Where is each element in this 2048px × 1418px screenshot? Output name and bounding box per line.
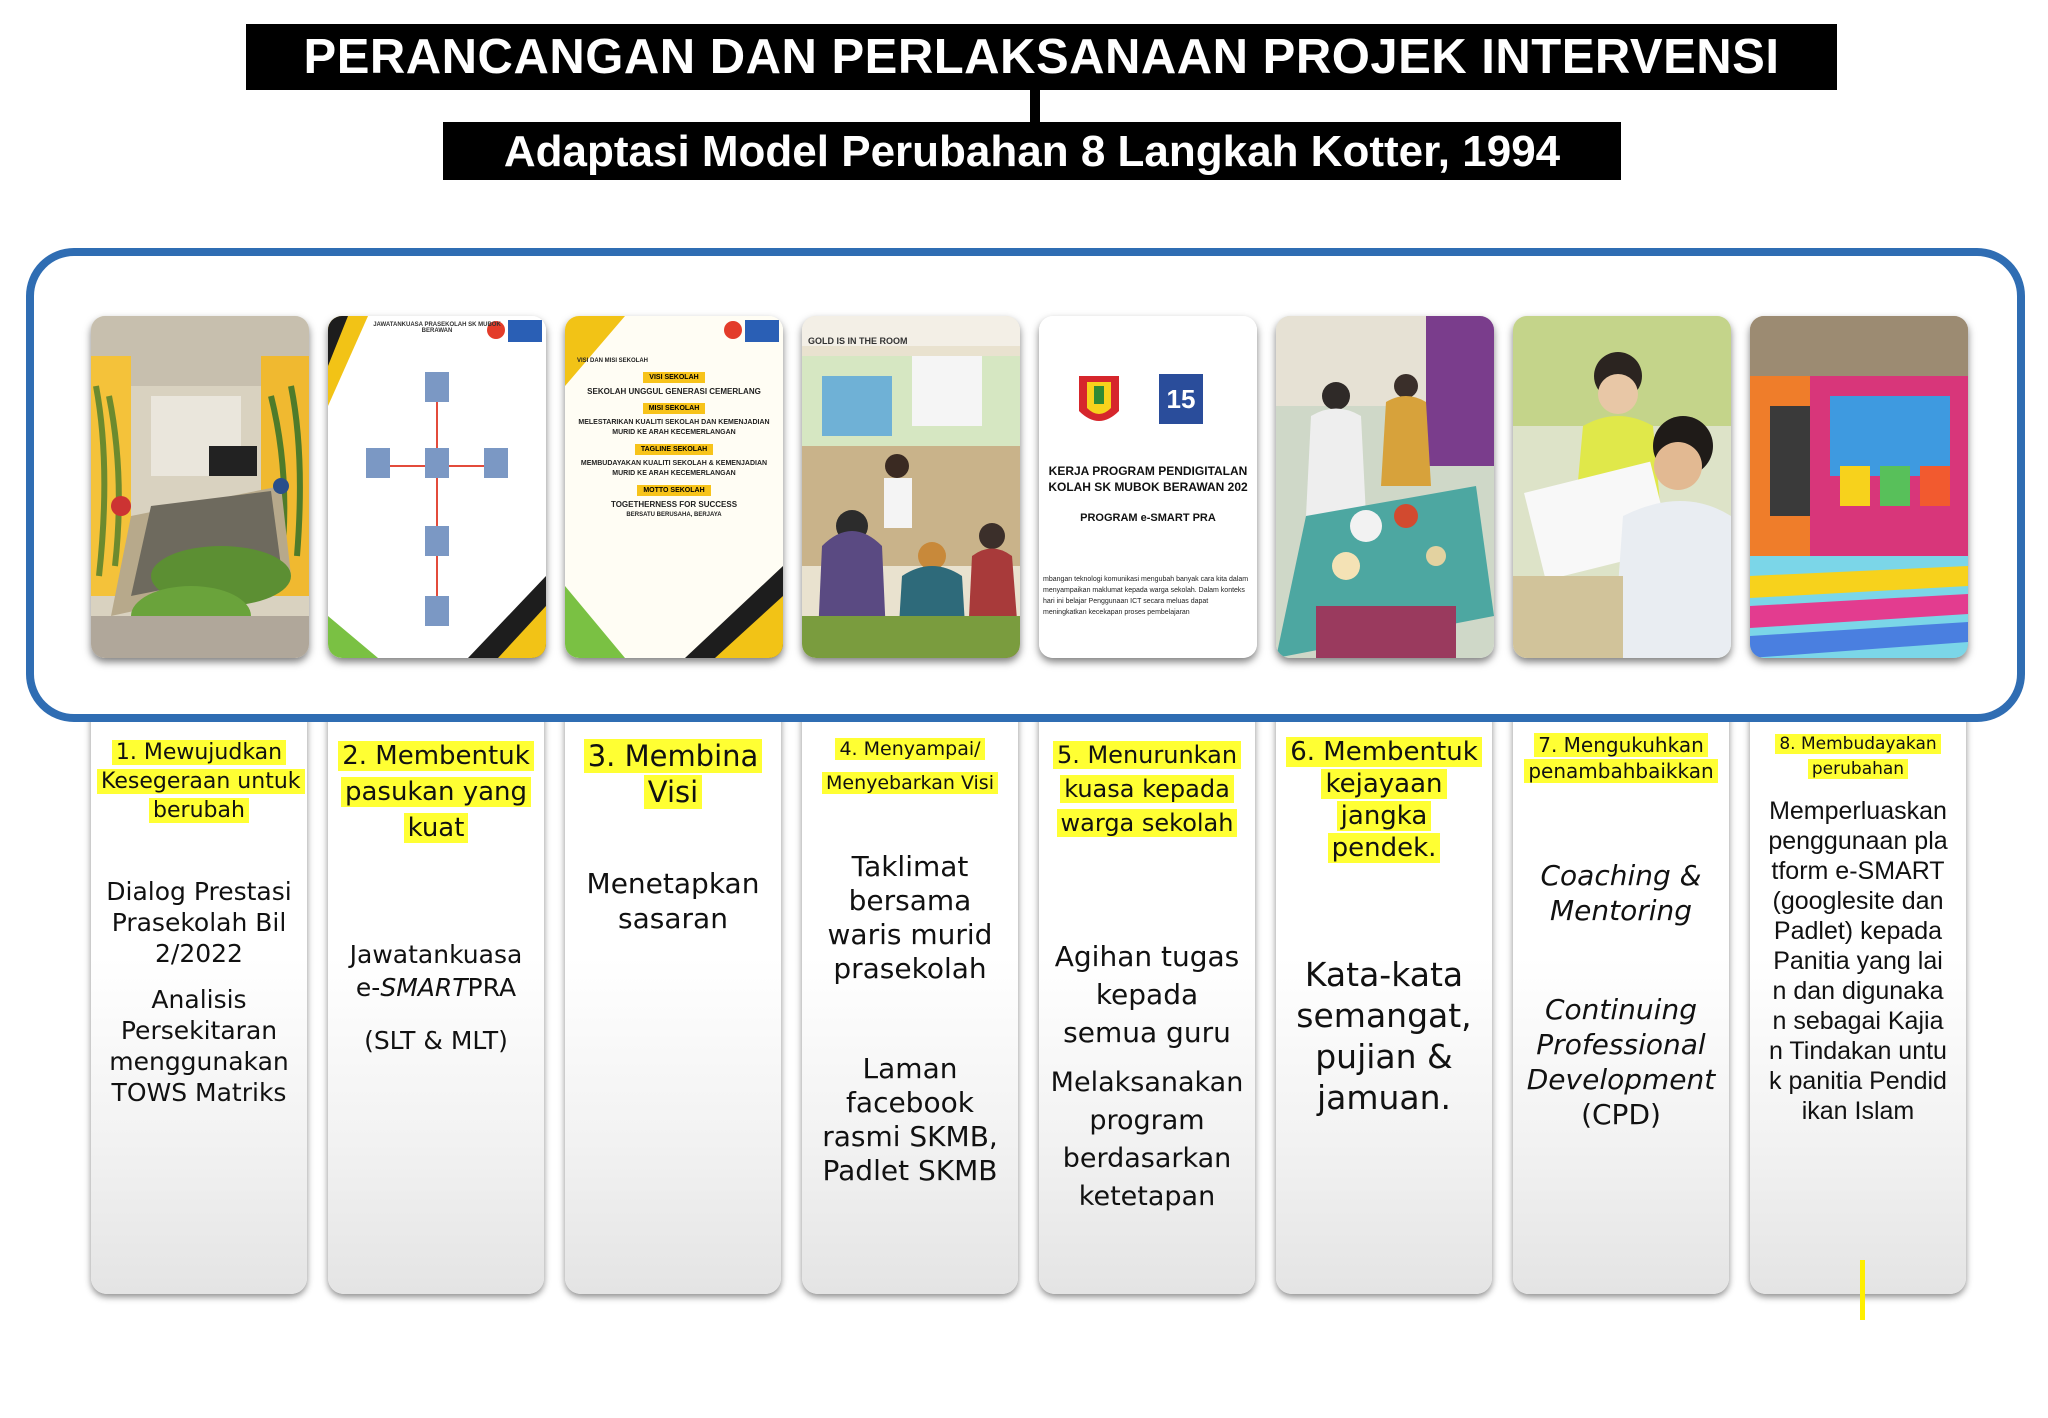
- step-body-8: Memperluaskan penggunaan platform e-SMART (googlesite dan Padlet) kepada Panitia yang lain dan digunakan sebagai Kajian Tindakan untuk panitia Pendidikan Islam: [1768, 797, 1948, 1125]
- step-card-1: [91, 682, 307, 1294]
- step-heading-2: 2. Membentuk pasukan yang kuat: [334, 738, 538, 846]
- vision-poster-content: VISI DAN MISI SEKOLAH VISI SEKOLAH SEKOLAH UNGGUL GENERASI CEMERLANG MISI SEKOLAH MELESTARIKAN KUALITI SEKOLAH DAN KEMENJADIAN MURID KE ARAH KECEMERLANGAN TAGLINE SEKOLAH MEMBUDAYAKAN KUALITI SEKOLAH & KEMENJADIAN MURID KE ARAH KECEMERLANGAN MOTTO SEKOLAH TOGETHERNESS FOR SUCCESS BERSATU BERUSAHA, BERJAYA: [577, 358, 770, 518]
- step-card-7: [1513, 682, 1729, 1294]
- title-connector-line: [1030, 90, 1040, 122]
- step-heading-5: 5. Menurunkan kuasa kepada warga sekolah: [1045, 738, 1249, 840]
- step-card-8: [1750, 682, 1966, 1294]
- step-body-3: Menetapkan sasaran: [586, 867, 760, 935]
- photo-painted-wall: [1750, 316, 1968, 658]
- photo-org-chart: [328, 316, 546, 658]
- step-body-4b: Laman facebook rasmi SKMB, Padlet SKMB: [822, 1052, 998, 1187]
- step-heading-1: 1. Mewujudkan Kesegeraan untuk berubah: [97, 738, 301, 825]
- main-title: PERANCANGAN DAN PERLAKSANAAN PROJEK INTERVENSI: [246, 24, 1837, 90]
- step-body-1b: Analisis Persekitaran menggunakan TOWS Matriks: [109, 985, 289, 1107]
- photo-celebration: [1276, 316, 1494, 658]
- photo-meeting-room: [91, 316, 309, 658]
- step-body-2b: (SLT & MLT): [364, 1026, 508, 1055]
- document-paragraph: mbangan teknologi komunikasi mengubah banyak cara kita dalam menyampaikan maklumat kepada warga sekolah. Dalam konteks hari ini belajar Penggunaan ICT secara meluas dapat meningkatkan kecekapan proses pembelajaran: [1043, 576, 1249, 616]
- step-card-5: [1039, 682, 1255, 1294]
- step-card-2: [328, 682, 544, 1294]
- step-heading-3: 3. Membina Visi: [571, 738, 775, 810]
- step-heading-4: 4. Menyampai/ Menyebarkan Visi: [808, 732, 1012, 800]
- svg-text:15: 15: [1166, 384, 1196, 414]
- step-body-6: Kata-kata semangat, pujian & jamuan.: [1296, 955, 1472, 1117]
- classroom-banner: GOLD IS IN THE ROOM: [808, 336, 908, 346]
- step-body-5b: Melaksanakan program berdasarkan ketetapan: [1050, 1067, 1244, 1212]
- highlight-marker-line: [1860, 1260, 1865, 1320]
- step-card-6: [1276, 682, 1492, 1294]
- step-heading-6: 6. Membentuk kejayaan jangka pendek.: [1282, 736, 1486, 864]
- step-body-4a: Taklimat bersama waris murid prasekolah: [827, 850, 993, 985]
- step-body-7a: Coaching & Mentoring: [1540, 859, 1702, 927]
- document-header: KERJA PROGRAM PENDIGITALAN KOLAH SK MUBOK BERAWAN 202 PROGRAM e-SMART PRA: [1048, 464, 1248, 524]
- step-heading-7: 7. Mengukuhkan penambahbaikkan: [1519, 732, 1723, 784]
- step-card-3: [565, 682, 781, 1294]
- step-heading-8: 8. Membudayakan perubahan: [1756, 732, 1960, 782]
- step-body-1a: Dialog Prestasi Prasekolah Bil 2/2022: [106, 877, 292, 968]
- step-body-5a: Agihan tugas kepada semua guru: [1054, 940, 1240, 1049]
- org-chart-title: JAWATANKUASA PRASEKOLAH SK MUBOK BERAWAN: [373, 322, 501, 334]
- step-body-7b: Continuing Professional Development (CPD): [1526, 993, 1716, 1131]
- photo-coaching-session: [1513, 316, 1731, 658]
- photo-vision-poster: [565, 316, 783, 658]
- subtitle: Adaptasi Model Perubahan 8 Langkah Kotter, 1994: [443, 122, 1621, 180]
- step-body-2a: Jawatankuasa e-SMARTPRA: [349, 940, 523, 1002]
- step-card-4: [802, 682, 1018, 1294]
- photo-classroom-briefing: [802, 316, 1020, 658]
- photo-program-document: [1039, 316, 1257, 658]
